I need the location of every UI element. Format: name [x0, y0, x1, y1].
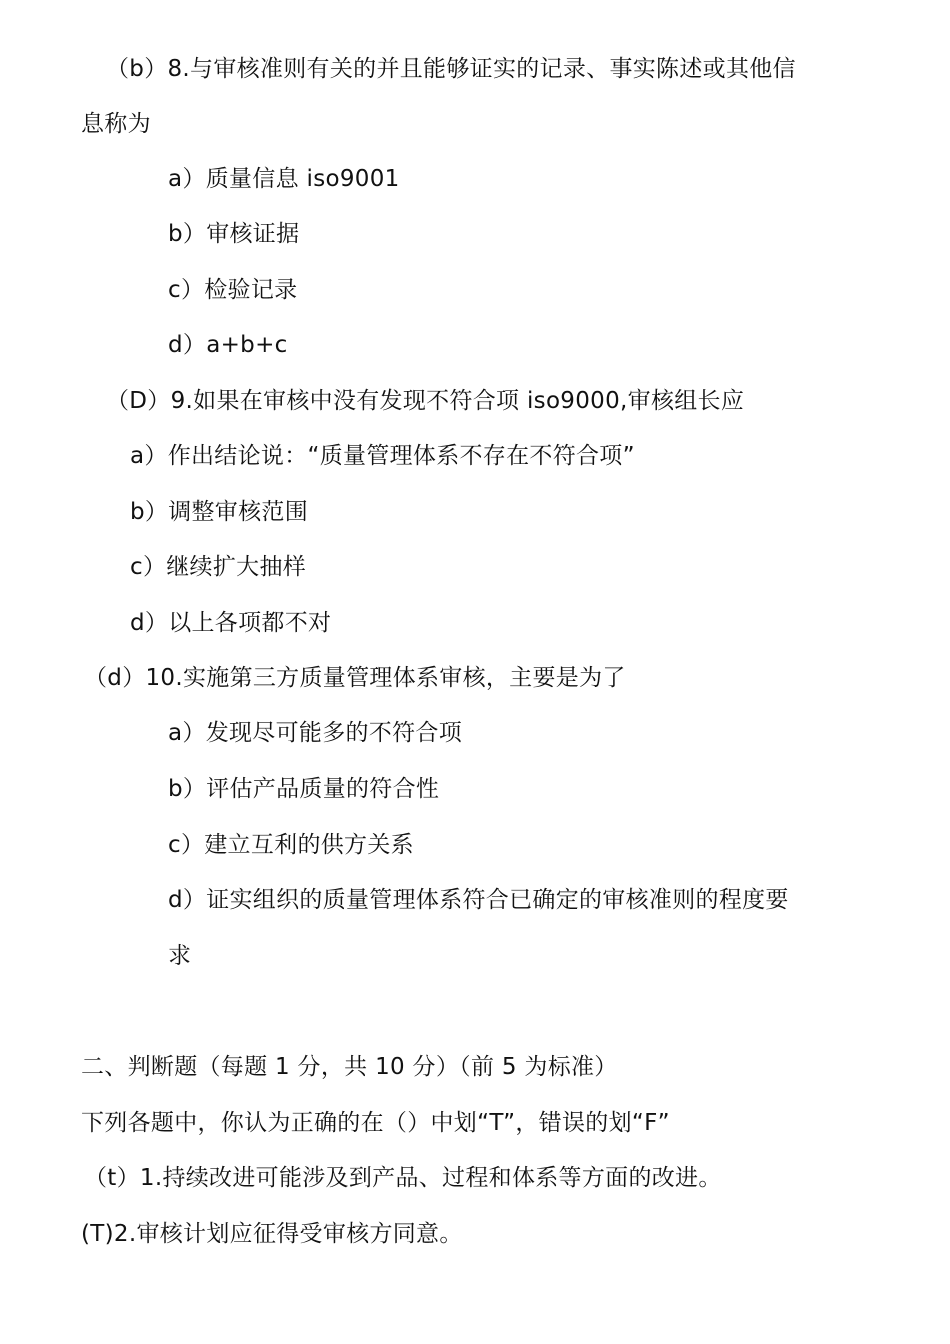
question-8-option-b: b）审核证据 — [168, 221, 300, 247]
section-2-instruction: 下列各题中，你认为正确的在（）中划“T”，错误的划“F” — [81, 1110, 670, 1136]
question-10-option-d: d）证实组织的质量管理体系符合已确定的审核准则的程度要 — [168, 887, 789, 913]
question-9-stem: （D）9.如果在审核中没有发现不符合项 iso9000,审核组长应 — [106, 388, 745, 414]
question-8-option-a: a）质量信息 iso9001 — [168, 166, 400, 192]
section-2-heading: 二、判断题（每题 1 分，共 10 分）（前 5 为标准） — [81, 1054, 618, 1080]
question-10-stem: （d）10.实施第三方质量管理体系审核，主要是为了 — [84, 665, 626, 691]
true-false-item-2: (T)2.审核计划应征得受审核方同意。 — [81, 1221, 463, 1247]
question-9-option-b: b）调整审核范围 — [130, 499, 308, 525]
question-8-option-d: d）a+b+c — [168, 332, 288, 358]
question-10-option-a: a）发现尽可能多的不符合项 — [168, 720, 462, 746]
question-10-option-d-cont: 求 — [168, 943, 192, 969]
true-false-item-1: （t）1.持续改进可能涉及到产品、过程和体系等方面的改进。 — [84, 1165, 722, 1191]
question-9-option-a: a）作出结论说：“质量管理体系不存在不符合项” — [130, 443, 635, 469]
question-9-option-d: d）以上各项都不对 — [130, 610, 332, 636]
question-8-stem: （b）8.与审核准则有关的并且能够证实的记录、事实陈述或其他信 — [106, 56, 796, 82]
question-8-stem-cont: 息称为 — [81, 111, 151, 137]
question-10-option-b: b）评估产品质量的符合性 — [168, 776, 440, 802]
question-10-option-c: c）建立互利的供方关系 — [168, 832, 414, 858]
question-9-option-c: c）继续扩大抽样 — [130, 554, 307, 580]
question-8-option-c: c）检验记录 — [168, 277, 298, 303]
